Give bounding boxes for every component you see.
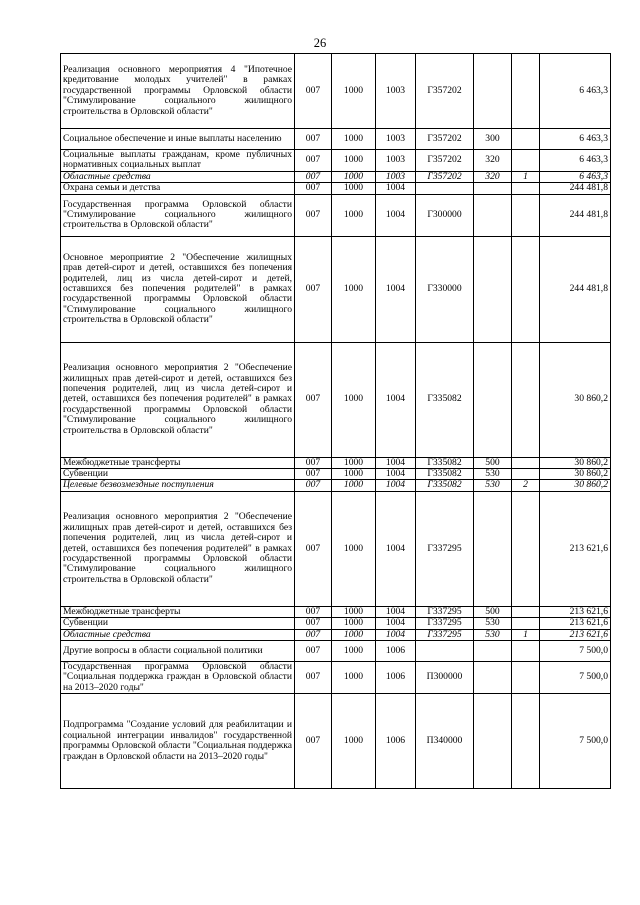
table-row	[61, 129, 611, 150]
row-expense-type-code: 500	[474, 606, 512, 617]
row-expense-type-code	[474, 236, 512, 342]
row-section-code: 1000	[332, 129, 376, 150]
row-subsection-code: 1004	[376, 194, 416, 236]
row-admin-code: 007	[295, 183, 332, 194]
row-amount: 7 500,0	[540, 641, 611, 662]
row-section-code: 1000	[332, 457, 376, 468]
row-target-code: П300000	[416, 662, 474, 694]
row-admin-code: 007	[295, 480, 332, 491]
row-name: Государственная программа Орловской области "Социальная поддержка граждан в Орловской области на 2013–2020 годы"	[61, 662, 295, 694]
row-name: Реализация основного мероприятия 4 "Ипотечное кредитование молодых учителей" в рамках государственной программы Орловской области "Стимулирование социального жилищного строительства в Орловской области"	[61, 54, 295, 129]
row-amount: 244 481,8	[540, 236, 611, 342]
row-name: Межбюджетные трансферты	[61, 457, 295, 468]
row-amount: 30 860,2	[540, 469, 611, 480]
row-admin-code: 007	[295, 457, 332, 468]
row-name: Межбюджетные трансферты	[61, 606, 295, 617]
row-section-code: 1000	[332, 641, 376, 662]
row-target-code: Г335082	[416, 342, 474, 457]
row-target-code: Г357202	[416, 54, 474, 129]
row-target-code: Г337295	[416, 629, 474, 640]
row-subsection-code: 1004	[376, 469, 416, 480]
table-row	[61, 491, 611, 606]
row-source-code	[512, 491, 540, 606]
row-section-code: 1000	[332, 150, 376, 172]
row-name: Государственная программа Орловской области "Стимулирование социального жилищного строительства в Орловской области"	[61, 194, 295, 236]
row-subsection-code: 1003	[376, 171, 416, 182]
table-row	[61, 54, 611, 129]
row-expense-type-code: 500	[474, 457, 512, 468]
row-source-code: 1	[512, 629, 540, 640]
row-source-code	[512, 236, 540, 342]
row-admin-code: 007	[295, 129, 332, 150]
row-source-code	[512, 150, 540, 172]
row-expense-type-code: 530	[474, 629, 512, 640]
row-target-code: Г337295	[416, 491, 474, 606]
row-name: Целевые безвозмездные поступления	[61, 480, 295, 491]
row-amount: 244 481,8	[540, 194, 611, 236]
row-amount: 213 621,6	[540, 491, 611, 606]
row-amount: 6 463,3	[540, 150, 611, 172]
row-source-code	[512, 469, 540, 480]
row-subsection-code: 1004	[376, 606, 416, 617]
table-row	[61, 629, 611, 640]
row-subsection-code: 1006	[376, 694, 416, 789]
row-section-code: 1000	[332, 606, 376, 617]
row-name: Основное мероприятие 2 "Обеспечение жилищных прав детей-сирот и детей, оставшихся без попечения родителей, лиц из числа детей-сирот и детей, оставшихся без попечения родителей" в рамках государственной программы Орловской области "Стимулирование социального жилищного строительства в Орловской области"	[61, 236, 295, 342]
row-source-code	[512, 457, 540, 468]
row-source-code: 1	[512, 171, 540, 182]
row-target-code: Г357202	[416, 150, 474, 172]
row-admin-code: 007	[295, 150, 332, 172]
table-row	[61, 150, 611, 172]
row-amount: 30 860,2	[540, 457, 611, 468]
budget-table-body	[61, 54, 611, 789]
row-expense-type-code: 530	[474, 480, 512, 491]
row-source-code	[512, 54, 540, 129]
table-row	[61, 183, 611, 194]
row-target-code: Г335082	[416, 469, 474, 480]
budget-table	[60, 53, 611, 789]
row-subsection-code: 1004	[376, 457, 416, 468]
row-source-code	[512, 694, 540, 789]
row-subsection-code: 1004	[376, 618, 416, 629]
row-amount: 30 860,2	[540, 480, 611, 491]
row-name: Социальное обеспечение и иные выплаты населению	[61, 129, 295, 150]
row-admin-code: 007	[295, 629, 332, 640]
table-row	[61, 618, 611, 629]
row-admin-code: 007	[295, 694, 332, 789]
row-target-code	[416, 641, 474, 662]
row-name: Реализация основного мероприятия 2 "Обеспечение жилищных прав детей-сирот и детей, оставшихся без попечения родителей, лиц из числа детей-сирот и детей, оставшихся без попечения родителей" в рамках государственной программы Орловской области "Стимулирование социального жилищного строительства в Орловской области"	[61, 342, 295, 457]
row-subsection-code: 1006	[376, 662, 416, 694]
row-section-code: 1000	[332, 171, 376, 182]
table-row	[61, 480, 611, 491]
row-name: Областные средства	[61, 629, 295, 640]
row-section-code: 1000	[332, 491, 376, 606]
row-target-code: Г337295	[416, 618, 474, 629]
row-expense-type-code: 530	[474, 618, 512, 629]
row-name: Подпрограмма "Создание условий для реабилитации и социальной интеграции инвалидов" государственной программы Орловской области "Социальная поддержка граждан в Орловской области на 2013–2020 годы"	[61, 694, 295, 789]
row-admin-code: 007	[295, 618, 332, 629]
table-row	[61, 194, 611, 236]
row-subsection-code: 1004	[376, 342, 416, 457]
row-admin-code: 007	[295, 641, 332, 662]
row-admin-code: 007	[295, 194, 332, 236]
row-subsection-code: 1003	[376, 150, 416, 172]
row-subsection-code: 1006	[376, 641, 416, 662]
row-target-code: Г335082	[416, 457, 474, 468]
row-section-code: 1000	[332, 629, 376, 640]
row-source-code	[512, 641, 540, 662]
table-row	[61, 469, 611, 480]
row-section-code: 1000	[332, 194, 376, 236]
row-section-code: 1000	[332, 54, 376, 129]
table-row	[61, 342, 611, 457]
row-amount: 244 481,8	[540, 183, 611, 194]
row-amount: 30 860,2	[540, 342, 611, 457]
row-amount: 6 463,3	[540, 129, 611, 150]
row-amount: 6 463,3	[540, 171, 611, 182]
row-name: Другие вопросы в области социальной политики	[61, 641, 295, 662]
row-subsection-code: 1004	[376, 480, 416, 491]
row-source-code	[512, 606, 540, 617]
row-target-code: Г335082	[416, 480, 474, 491]
row-section-code: 1000	[332, 662, 376, 694]
row-section-code: 1000	[332, 183, 376, 194]
row-source-code	[512, 129, 540, 150]
row-target-code: Г300000	[416, 194, 474, 236]
row-subsection-code: 1004	[376, 236, 416, 342]
row-amount: 7 500,0	[540, 694, 611, 789]
row-source-code	[512, 194, 540, 236]
row-source-code	[512, 662, 540, 694]
row-admin-code: 007	[295, 54, 332, 129]
row-expense-type-code	[474, 491, 512, 606]
row-subsection-code: 1004	[376, 183, 416, 194]
row-name: Областные средства	[61, 171, 295, 182]
row-section-code: 1000	[332, 480, 376, 491]
row-expense-type-code	[474, 662, 512, 694]
row-name: Охрана семьи и детства	[61, 183, 295, 194]
table-row	[61, 641, 611, 662]
row-subsection-code: 1003	[376, 54, 416, 129]
row-subsection-code: 1004	[376, 629, 416, 640]
row-expense-type-code	[474, 54, 512, 129]
row-amount: 7 500,0	[540, 662, 611, 694]
row-target-code: Г330000	[416, 236, 474, 342]
page-number: 26	[313, 36, 327, 50]
row-amount: 213 621,6	[540, 618, 611, 629]
row-section-code: 1000	[332, 236, 376, 342]
row-admin-code: 007	[295, 491, 332, 606]
table-row	[61, 606, 611, 617]
row-amount: 6 463,3	[540, 54, 611, 129]
row-expense-type-code: 300	[474, 129, 512, 150]
row-expense-type-code: 320	[474, 150, 512, 172]
row-source-code: 2	[512, 480, 540, 491]
row-source-code	[512, 618, 540, 629]
row-amount: 213 621,6	[540, 606, 611, 617]
row-section-code: 1000	[332, 694, 376, 789]
row-section-code: 1000	[332, 469, 376, 480]
row-admin-code: 007	[295, 342, 332, 457]
row-target-code: Г357202	[416, 129, 474, 150]
row-source-code	[512, 183, 540, 194]
row-name: Субвенции	[61, 618, 295, 629]
table-row	[61, 236, 611, 342]
row-expense-type-code	[474, 694, 512, 789]
row-expense-type-code: 320	[474, 171, 512, 182]
row-expense-type-code	[474, 641, 512, 662]
row-target-code: П340000	[416, 694, 474, 789]
row-source-code	[512, 342, 540, 457]
row-admin-code: 007	[295, 236, 332, 342]
table-row	[61, 457, 611, 468]
row-target-code: Г337295	[416, 606, 474, 617]
row-section-code: 1000	[332, 342, 376, 457]
row-subsection-code: 1003	[376, 129, 416, 150]
row-name: Субвенции	[61, 469, 295, 480]
table-row	[61, 662, 611, 694]
table-row	[61, 171, 611, 182]
row-admin-code: 007	[295, 469, 332, 480]
row-section-code: 1000	[332, 618, 376, 629]
row-admin-code: 007	[295, 662, 332, 694]
row-target-code	[416, 183, 474, 194]
row-admin-code: 007	[295, 171, 332, 182]
row-admin-code: 007	[295, 606, 332, 617]
row-name: Реализация основного мероприятия 2 "Обеспечение жилищных прав детей-сирот и детей, оставшихся без попечения родителей, лиц из числа детей-сирот и детей, оставшихся без попечения родителей" в рамках государственной программы Орловской области "Стимулирование социального жилищного строительства в Орловской области"	[61, 491, 295, 606]
row-expense-type-code	[474, 342, 512, 457]
row-expense-type-code: 530	[474, 469, 512, 480]
row-expense-type-code	[474, 194, 512, 236]
row-name: Социальные выплаты гражданам, кроме публичных нормативных социальных выплат	[61, 150, 295, 172]
row-expense-type-code	[474, 183, 512, 194]
table-row	[61, 694, 611, 789]
row-amount: 213 621,6	[540, 629, 611, 640]
row-target-code: Г357202	[416, 171, 474, 182]
row-subsection-code: 1004	[376, 491, 416, 606]
